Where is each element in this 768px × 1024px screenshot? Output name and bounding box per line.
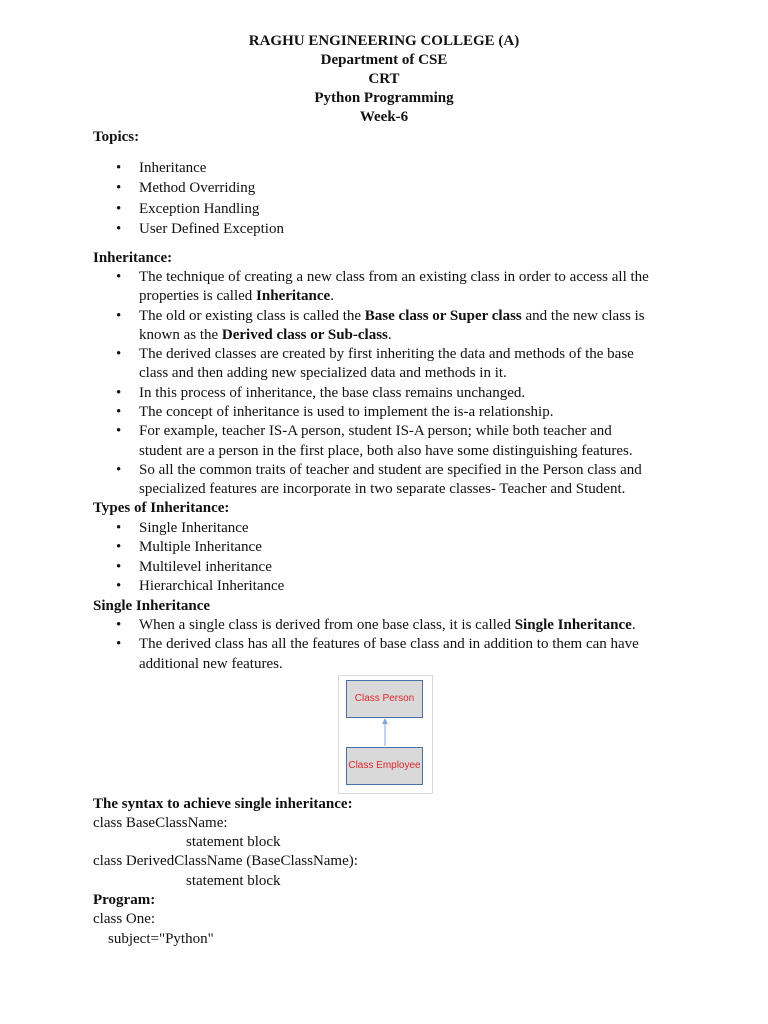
- bullet-icon: •: [116, 160, 122, 176]
- topics-heading: Topics:: [93, 129, 140, 145]
- types-heading: Types of Inheritance:: [93, 500, 230, 516]
- code-line: class BaseClassName:: [93, 815, 228, 831]
- code-line: class DerivedClassName (BaseClassName):: [93, 853, 358, 869]
- inheritance-text: The old or existing class is called the Base class or Super class and the new class is: [139, 308, 645, 324]
- bullet-icon: •: [116, 423, 122, 439]
- week-title: Week-6: [359, 109, 409, 125]
- program-title: CRT: [368, 71, 400, 87]
- college-name: RAGHU ENGINEERING COLLEGE (A): [248, 33, 520, 49]
- bullet-icon: •: [116, 539, 122, 555]
- department-title: Department of CSE: [320, 52, 448, 68]
- inheritance-text: The technique of creating a new class from an existing class in order to access all the: [139, 269, 649, 285]
- bullet-icon: •: [116, 520, 122, 536]
- topic-item: Inheritance: [139, 160, 207, 176]
- code-line: statement block: [186, 834, 281, 850]
- topic-item: User Defined Exception: [139, 221, 284, 237]
- bullet-icon: •: [116, 201, 122, 217]
- inheritance-text: In this process of inheritance, the base class remains unchanged.: [139, 385, 526, 401]
- class-employee-box: [346, 747, 423, 785]
- single-inheritance-text: The derived class has all the features of base class and in addition to them can have: [139, 636, 639, 652]
- code-line: subject="Python": [108, 931, 214, 947]
- inheritance-text: So all the common traits of teacher and student are specified in the Person class and: [139, 462, 642, 478]
- code-line: class One:: [93, 911, 156, 927]
- inheritance-diagram: [338, 675, 433, 794]
- syntax-heading: The syntax to achieve single inheritance:: [93, 796, 353, 812]
- bullet-icon: •: [116, 308, 122, 324]
- inheritance-text: For example, teacher IS-A person, student IS-A person; while both teacher and: [139, 423, 612, 439]
- course-title: Python Programming: [314, 90, 454, 106]
- inheritance-heading: Inheritance:: [93, 250, 173, 266]
- type-item: Hierarchical Inheritance: [139, 578, 285, 594]
- inheritance-text: properties is called Inheritance.: [139, 288, 334, 304]
- inheritance-text: known as the Derived class or Sub-class.: [139, 327, 392, 343]
- bullet-icon: •: [116, 578, 122, 594]
- code-line: statement block: [186, 873, 281, 889]
- bullet-icon: •: [116, 617, 122, 633]
- class-employee-label: Class Employee: [348, 760, 421, 771]
- inheritance-text: The derived classes are created by first inheriting the data and methods of the base: [139, 346, 634, 362]
- type-item: Single Inheritance: [139, 520, 249, 536]
- inheritance-text: The concept of inheritance is used to implement the is-a relationship.: [139, 404, 554, 420]
- topic-item: Method Overriding: [139, 180, 256, 196]
- bullet-icon: •: [116, 346, 122, 362]
- single-inheritance-text: additional new features.: [139, 656, 283, 672]
- class-person-label: Class Person: [354, 693, 415, 704]
- inheritance-text: specialized features are incorporate in two separate classes- Teacher and Student.: [139, 481, 626, 497]
- bullet-icon: •: [116, 180, 122, 196]
- inheritance-text: class and then adding new specialized data and methods in it.: [139, 365, 507, 381]
- single-inheritance-heading: Single Inheritance: [93, 598, 211, 614]
- bullet-icon: •: [116, 269, 122, 285]
- bullet-icon: •: [116, 404, 122, 420]
- bullet-icon: •: [116, 385, 122, 401]
- bullet-icon: •: [116, 221, 122, 237]
- type-item: Multiple Inheritance: [139, 539, 262, 555]
- type-item: Multilevel inheritance: [139, 559, 272, 575]
- bullet-icon: •: [116, 462, 122, 478]
- bullet-icon: •: [116, 636, 122, 652]
- inheritance-text: student are a person in the first place, both also have some distinguishing features.: [139, 443, 633, 459]
- topic-item: Exception Handling: [139, 201, 260, 217]
- program-heading: Program:: [93, 892, 156, 908]
- bullet-icon: •: [116, 559, 122, 575]
- single-inheritance-text: When a single class is derived from one base class, it is called Single Inheritance.: [139, 617, 636, 633]
